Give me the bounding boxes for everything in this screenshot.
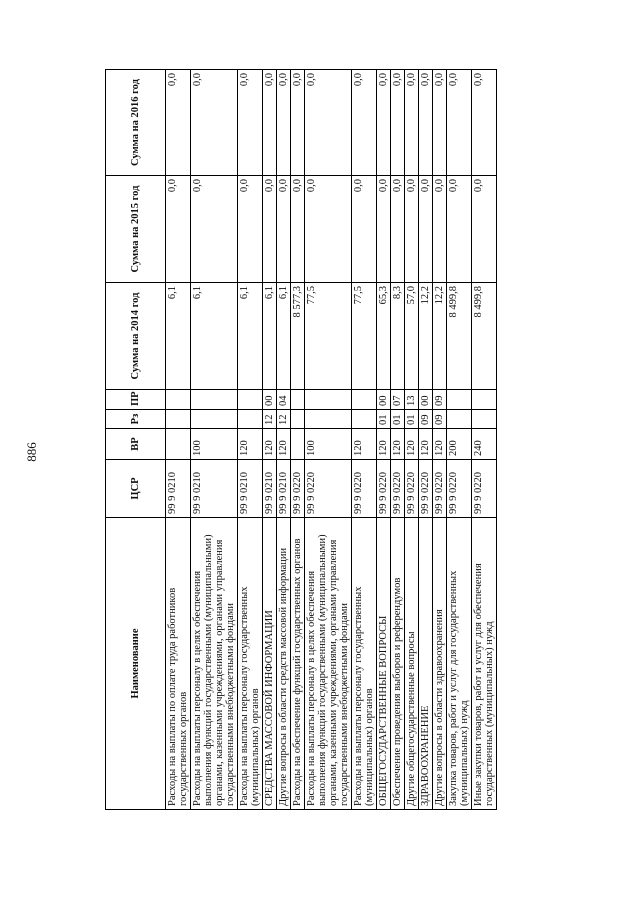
cell-sum-2014: 6,1 — [191, 283, 238, 390]
header-csr: ЦСР — [106, 460, 166, 518]
cell-sum-2016: 0,0 — [191, 70, 238, 176]
cell-sum-2014: 65,3 — [377, 283, 391, 390]
cell-vr: 240 — [472, 429, 497, 460]
cell-pr: 00 — [377, 390, 391, 410]
table-row — [305, 70, 352, 810]
cell-sum-2016: 0,0 — [305, 70, 352, 176]
cell-csr: 99 9 0210 — [277, 460, 291, 518]
cell-sum-2016: 0,0 — [291, 70, 305, 176]
cell-rz: 09 — [433, 410, 447, 429]
cell-sum-2015: 0,0 — [277, 176, 291, 283]
cell-rz: 01 — [377, 410, 391, 429]
cell-csr: 99 9 0220 — [391, 460, 405, 518]
cell-name: СРЕДСТВА МАССОВОЙ ИНФОРМАЦИИ — [263, 518, 277, 810]
cell-sum-2014: 77,5 — [305, 283, 352, 390]
cell-name: ЗДРАВООХРАНЕНИЕ — [419, 518, 433, 810]
cell-sum-2014: 8,3 — [391, 283, 405, 390]
header-sum-2014: Сумма на 2014 год — [106, 283, 166, 390]
table-row — [447, 70, 472, 810]
cell-vr: 120 — [238, 429, 263, 460]
cell-vr: 120 — [433, 429, 447, 460]
table-row — [238, 70, 263, 810]
cell-sum-2016: 0,0 — [352, 70, 377, 176]
cell-rz — [447, 410, 472, 429]
cell-vr — [166, 429, 191, 460]
cell-vr: 100 — [191, 429, 238, 460]
cell-sum-2015: 0,0 — [391, 176, 405, 283]
page-number: 886 — [24, 442, 39, 462]
cell-sum-2015: 0,0 — [447, 176, 472, 283]
table-body — [166, 70, 497, 810]
cell-csr: 99 9 0220 — [419, 460, 433, 518]
cell-sum-2014: 8 499,8 — [472, 283, 497, 390]
cell-csr: 99 9 0220 — [447, 460, 472, 518]
cell-sum-2015: 0,0 — [263, 176, 277, 283]
cell-sum-2015: 0,0 — [291, 176, 305, 283]
cell-sum-2015: 0,0 — [238, 176, 263, 283]
cell-name: Другие общегосударственные вопросы — [405, 518, 419, 810]
cell-csr: 99 9 0220 — [305, 460, 352, 518]
table-row — [419, 70, 433, 810]
table-row — [377, 70, 391, 810]
cell-sum-2015: 0,0 — [405, 176, 419, 283]
cell-csr: 99 9 0220 — [291, 460, 305, 518]
cell-sum-2016: 0,0 — [166, 70, 191, 176]
cell-sum-2014: 6,1 — [263, 283, 277, 390]
cell-name: Закупка товаров, работ и услуг для государственных (муниципальных) нужд — [447, 518, 472, 810]
cell-sum-2016: 0,0 — [472, 70, 497, 176]
cell-sum-2014: 6,1 — [238, 283, 263, 390]
cell-vr: 120 — [263, 429, 277, 460]
cell-rz: 01 — [391, 410, 405, 429]
cell-pr — [305, 390, 352, 410]
cell-sum-2014: 6,1 — [277, 283, 291, 390]
cell-vr: 120 — [405, 429, 419, 460]
cell-rz: 12 — [263, 410, 277, 429]
cell-csr: 99 9 0210 — [238, 460, 263, 518]
table-row — [352, 70, 377, 810]
cell-sum-2015: 0,0 — [377, 176, 391, 283]
cell-pr — [352, 390, 377, 410]
cell-sum-2014: 12,2 — [419, 283, 433, 390]
cell-rz: 12 — [277, 410, 291, 429]
cell-csr: 99 9 0210 — [166, 460, 191, 518]
cell-rz — [352, 410, 377, 429]
cell-sum-2016: 0,0 — [263, 70, 277, 176]
table-row — [277, 70, 291, 810]
cell-sum-2015: 0,0 — [433, 176, 447, 283]
cell-name: Расходы на выплаты персоналу в целях обеспечения выполнения функций государственными (муниципальными) органами, казенными учреждениями, органами управления государственными внебюджетными фондами — [191, 518, 238, 810]
cell-sum-2014: 57,0 — [405, 283, 419, 390]
header-name: Наименование — [106, 518, 166, 810]
cell-name: ОБЩЕГОСУДАРСТВЕННЫЕ ВОПРОСЫ — [377, 518, 391, 810]
cell-name: Иные закупки товаров, работ и услуг для обеспечения государственных (муниципальных) нужд — [472, 518, 497, 810]
cell-csr: 99 9 0220 — [472, 460, 497, 518]
cell-pr: 13 — [405, 390, 419, 410]
header-sum-2016: Сумма на 2016 год — [106, 70, 166, 176]
cell-name: Другие вопросы в области здравоохранения — [433, 518, 447, 810]
cell-name: Расходы на выплаты персоналу государственных (муниципальных) органов — [238, 518, 263, 810]
cell-pr — [447, 390, 472, 410]
cell-sum-2016: 0,0 — [405, 70, 419, 176]
cell-name: Другие вопросы в области средств массовой информации — [277, 518, 291, 810]
cell-sum-2014: 8 577,3 — [291, 283, 305, 390]
cell-pr — [472, 390, 497, 410]
cell-sum-2014: 8 499,8 — [447, 283, 472, 390]
header-vr: ВР — [106, 429, 166, 460]
cell-name: Обеспечение проведения выборов и референдумов — [391, 518, 405, 810]
cell-pr — [166, 390, 191, 410]
header-pr: ПР — [106, 390, 166, 410]
table-header-row — [106, 70, 166, 810]
cell-rz: 09 — [419, 410, 433, 429]
cell-csr: 99 9 0220 — [377, 460, 391, 518]
cell-name: Расходы на обеспечение функций государственных органов — [291, 518, 305, 810]
cell-csr: 99 9 0210 — [191, 460, 238, 518]
cell-name: Расходы на выплаты персоналу государственных (муниципальных) органов — [352, 518, 377, 810]
cell-csr: 99 9 0210 — [263, 460, 277, 518]
cell-sum-2015: 0,0 — [352, 176, 377, 283]
cell-sum-2016: 0,0 — [419, 70, 433, 176]
cell-vr: 200 — [447, 429, 472, 460]
cell-csr: 99 9 0220 — [352, 460, 377, 518]
table-row — [472, 70, 497, 810]
cell-vr: 100 — [305, 429, 352, 460]
cell-pr: 09 — [433, 390, 447, 410]
cell-pr: 00 — [263, 390, 277, 410]
cell-pr — [191, 390, 238, 410]
cell-pr: 04 — [277, 390, 291, 410]
cell-csr: 99 9 0220 — [433, 460, 447, 518]
table-row — [263, 70, 277, 810]
cell-vr: 120 — [377, 429, 391, 460]
cell-sum-2016: 0,0 — [433, 70, 447, 176]
table-row — [433, 70, 447, 810]
cell-sum-2015: 0,0 — [419, 176, 433, 283]
cell-name: Расходы на выплаты персоналу в целях обеспечения выполнения функций государственными (муниципальными) органами, казенными учреждениями, органами управления государственными внебюджетными фондами — [305, 518, 352, 810]
cell-sum-2014: 77,5 — [352, 283, 377, 390]
cell-vr: 120 — [352, 429, 377, 460]
cell-vr — [291, 429, 305, 460]
cell-vr: 120 — [391, 429, 405, 460]
header-rz: Рз — [106, 410, 166, 429]
table-row — [166, 70, 191, 810]
cell-pr — [238, 390, 263, 410]
table-row — [291, 70, 305, 810]
cell-pr — [291, 390, 305, 410]
cell-pr: 00 — [419, 390, 433, 410]
cell-pr: 07 — [391, 390, 405, 410]
cell-name: Расходы на выплаты по оплате труда работников государственных органов — [166, 518, 191, 810]
cell-sum-2016: 0,0 — [447, 70, 472, 176]
cell-rz — [305, 410, 352, 429]
cell-sum-2016: 0,0 — [277, 70, 291, 176]
cell-rz — [291, 410, 305, 429]
cell-rz — [472, 410, 497, 429]
table-row — [191, 70, 238, 810]
cell-csr: 99 9 0220 — [405, 460, 419, 518]
table-row — [391, 70, 405, 810]
cell-sum-2014: 6,1 — [166, 283, 191, 390]
cell-rz: 01 — [405, 410, 419, 429]
cell-sum-2015: 0,0 — [166, 176, 191, 283]
cell-rz — [166, 410, 191, 429]
cell-vr: 120 — [419, 429, 433, 460]
cell-sum-2016: 0,0 — [391, 70, 405, 176]
header-sum-2015: Сумма на 2015 год — [106, 176, 166, 283]
budget-table — [105, 69, 497, 810]
cell-sum-2014: 12,2 — [433, 283, 447, 390]
table-row — [405, 70, 419, 810]
cell-sum-2015: 0,0 — [191, 176, 238, 283]
cell-rz — [238, 410, 263, 429]
rotated-table-container — [105, 70, 560, 810]
cell-sum-2015: 0,0 — [305, 176, 352, 283]
cell-sum-2016: 0,0 — [238, 70, 263, 176]
cell-vr: 120 — [277, 429, 291, 460]
cell-sum-2015: 0,0 — [472, 176, 497, 283]
cell-sum-2016: 0,0 — [377, 70, 391, 176]
cell-rz — [191, 410, 238, 429]
